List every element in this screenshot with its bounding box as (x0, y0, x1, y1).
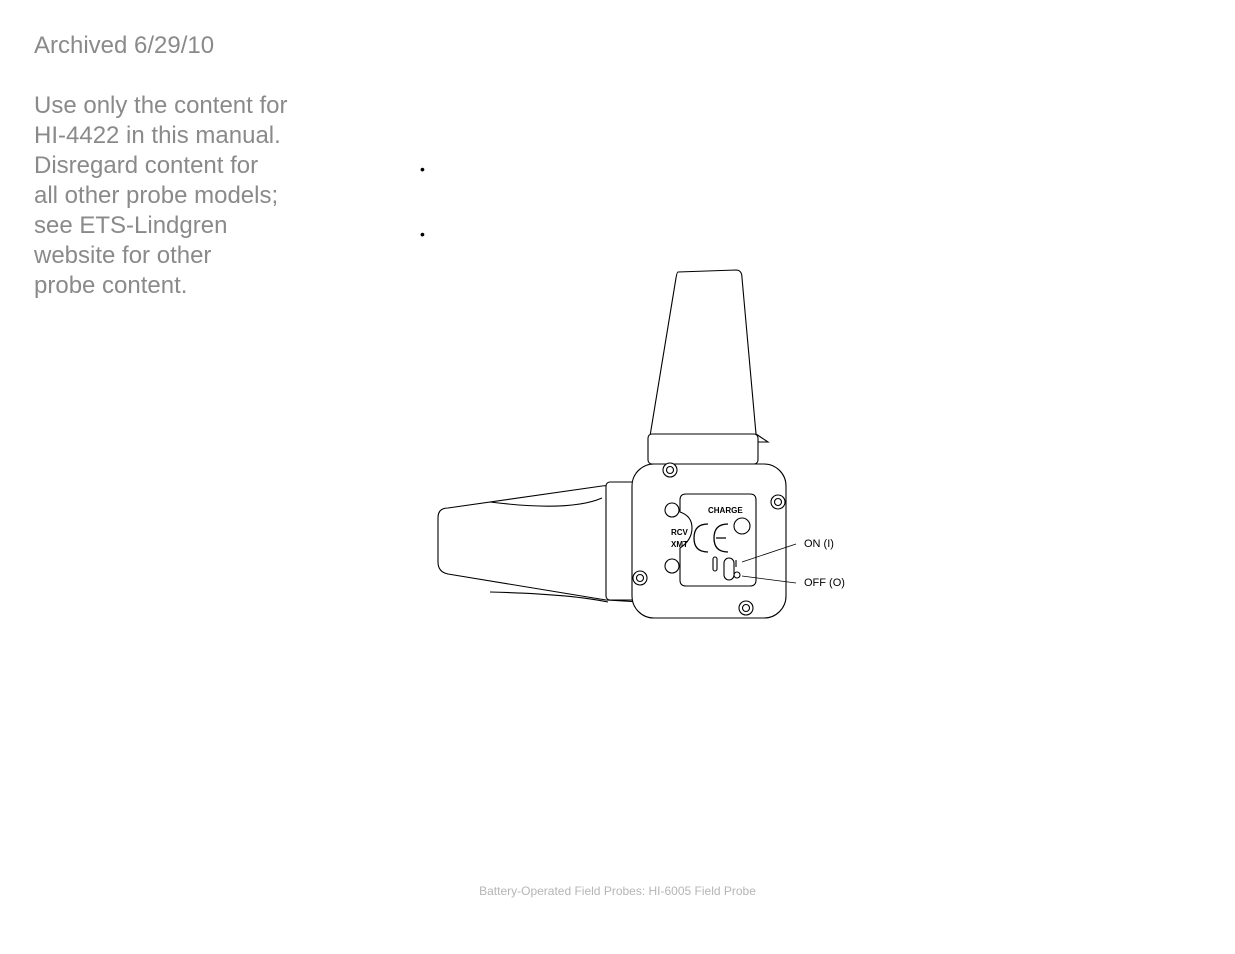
archive-note-line: probe content. (34, 272, 188, 299)
bullet-point: • (420, 226, 425, 242)
archive-note-line: HI-4422 in this manual. (34, 122, 281, 149)
callout-on-label: ON (I) (804, 538, 834, 550)
archived-date: Archived 6/29/10 (34, 32, 215, 59)
page-footer: Battery-Operated Field Probes: HI-6005 Field Probe (479, 884, 756, 898)
probe-collar (648, 434, 758, 464)
archive-note-line: Disregard content for (34, 152, 259, 179)
probe-arm-vertical (650, 270, 756, 444)
callout-off-label: OFF (O) (804, 577, 845, 589)
panel-label-charge: CHARGE (708, 506, 743, 515)
power-switch (724, 558, 734, 580)
charge-port (734, 518, 750, 534)
archive-note-line: see ETS-Lindgren (34, 212, 228, 239)
panel-label-rcv: RCV (671, 528, 688, 537)
archive-note-line: website for other (34, 242, 212, 269)
bullet-point: • (420, 161, 425, 177)
panel-label-xmt: XMT (671, 540, 688, 549)
archive-note-line: all other probe models; (34, 182, 279, 209)
switch-slot (713, 557, 717, 571)
probe-figure (430, 262, 860, 627)
probe-drawing (430, 262, 860, 627)
archive-note (34, 31, 334, 301)
switch-off-mark (734, 572, 740, 578)
led-indicator (665, 503, 679, 517)
archive-note-line: Use only the content for (34, 92, 288, 119)
led-indicator (665, 559, 679, 573)
